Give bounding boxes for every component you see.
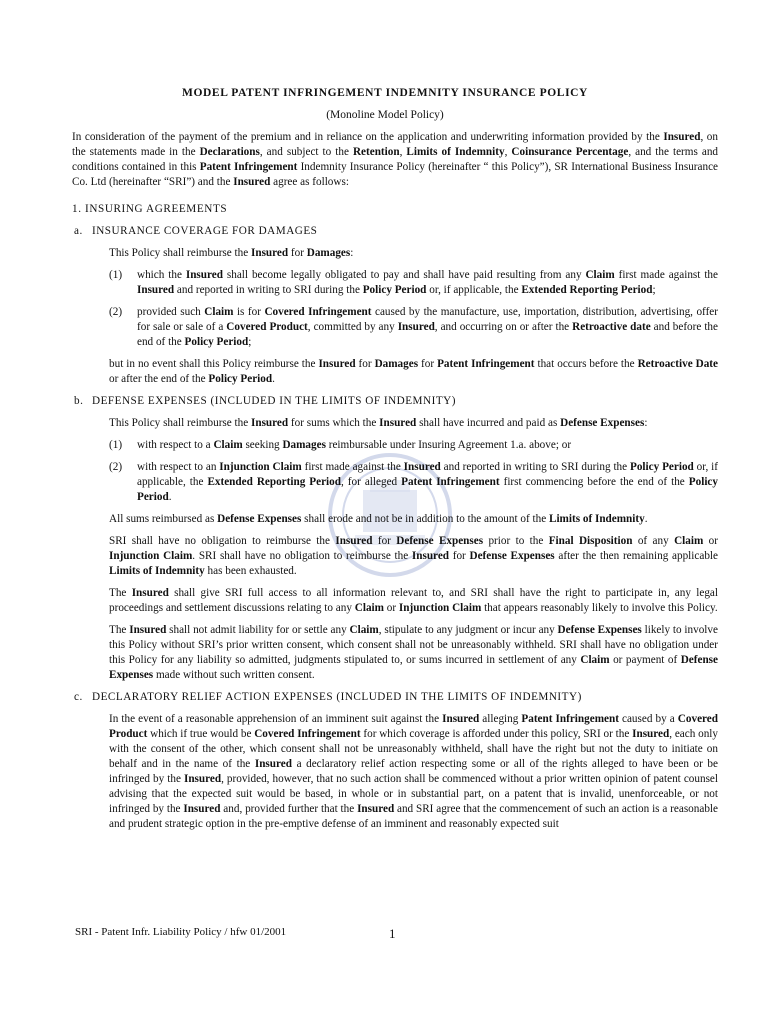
section-1b-heading <box>56 394 718 409</box>
defined-term: Injunction Claim <box>398 602 482 614</box>
section-1a-items <box>72 268 718 350</box>
defined-term: Insured <box>442 713 480 725</box>
defined-term: Coinsurance Percentage <box>511 146 629 158</box>
defined-term: Defense Expenses <box>217 513 302 525</box>
defined-term: Insured <box>183 803 221 815</box>
section-1-heading: 1. INSURING AGREEMENTS <box>72 203 228 215</box>
defined-term: Defense Expenses <box>560 417 645 429</box>
defined-term: Insured <box>632 728 670 740</box>
defined-term: Final Disposition <box>548 535 633 547</box>
body-paragraph: The Insured shall give SRI full access to all information relevant to, and SRI shall have the right to participate in, any legal proceedings and settlement discussions relating to any Claim or Injunction Claim that appears reasonably likely to involve this Policy. <box>109 587 718 614</box>
body-paragraph: The Insured shall not admit liability for or settle any Claim, stipulate to any judgment or incur any Defense Expenses likely to involve this Policy without SRI’s prior written consent, which consent shall not be unreasonably withheld. SRI shall have no obligation under this Policy for any liability so admitted, judgments stipulated to, or sums incurred in settlement of any Claim or payment of Defense Expenses made without such written consent. <box>109 624 718 681</box>
section-1b-label: b. <box>74 395 84 407</box>
section-1a-label: a. <box>74 225 83 237</box>
defined-term: Policy Period <box>184 336 249 348</box>
defined-term: Patent Infringement <box>199 161 298 173</box>
defined-term: Insured <box>254 758 292 770</box>
defined-term: Insured <box>411 550 450 562</box>
defined-term: Damages <box>306 247 351 259</box>
defined-term: Insured <box>379 417 417 429</box>
section-1c-title: DECLARATORY RELIEF ACTION EXPENSES (INCLUDED IN THE LIMITS OF INDEMNITY) <box>92 691 582 703</box>
defined-term: Insured <box>357 803 395 815</box>
defined-term: Injunction Claim <box>219 461 302 473</box>
defined-term: Claim <box>349 624 379 636</box>
page-number: 1 <box>389 926 396 941</box>
defined-term: Extended Reporting Period <box>521 284 653 296</box>
defined-term: Claim <box>580 654 610 666</box>
defined-term: Patent Infringement <box>437 358 535 370</box>
defined-term: Insured <box>251 247 289 259</box>
defined-term: Insured <box>129 624 167 636</box>
list-item: (1) with respect to a Claim seeking Damages reimbursable under Insuring Agreement 1.a. above; or <box>109 439 572 451</box>
section-1a-heading <box>56 224 718 239</box>
defined-term: Covered Infringement <box>254 728 361 740</box>
defined-term: Policy Period <box>630 461 694 473</box>
defined-term: Claim <box>204 306 234 318</box>
defined-term: Insured <box>251 417 289 429</box>
defined-term: Covered Product <box>109 713 718 740</box>
defined-term: Covered Infringement <box>264 306 372 318</box>
defined-term: Insured <box>131 587 169 599</box>
defined-term: Defense Expenses <box>109 654 718 681</box>
list-item-number: (2) <box>109 461 123 473</box>
section-1b-title: DEFENSE EXPENSES (INCLUDED IN THE LIMITS OF INDEMNITY) <box>92 395 456 407</box>
defined-term: Patent Infringement <box>401 476 500 488</box>
page-footer: SRI - Patent Infr. Liability Policy / hfw 01/2001 <box>75 926 287 938</box>
defined-term: Claim <box>585 269 615 281</box>
defined-term: Insured <box>137 284 175 296</box>
list-item-number: (1) <box>109 439 123 451</box>
section-1a-lead: This Policy shall reimburse the Insured for Damages: <box>109 247 354 259</box>
defined-term: Extended Reporting Period <box>207 476 341 488</box>
list-item-number: (1) <box>109 269 123 281</box>
defined-term: Defense Expenses <box>396 535 484 547</box>
body-paragraph: SRI shall have no obligation to reimburse the Insured for Defense Expenses prior to the Final Disposition of any Claim or Injunction Claim. SRI shall have no obligation to reimburse the Insured for Defense Expenses after the then remaining applicable Limits of Indemnity has been exhausted. <box>109 535 719 577</box>
defined-term: Retroactive date <box>572 321 651 333</box>
defined-term: Policy Period <box>137 476 718 503</box>
defined-term: Insured <box>335 535 373 547</box>
defined-term: Damages <box>282 439 326 451</box>
defined-term: Claim <box>213 439 243 451</box>
defined-term: Insured <box>183 773 222 785</box>
defined-term: Policy Period <box>362 284 427 296</box>
defined-term: Insured <box>185 269 223 281</box>
body-paragraph: All sums reimbursed as Defense Expenses shall erode and not be in addition to the amount of the Limits of Indemnity. <box>109 513 648 525</box>
defined-term: Covered Product <box>226 321 308 333</box>
section-1b-paragraphs <box>72 512 718 683</box>
defined-term: Injunction Claim <box>109 550 193 562</box>
defined-term: Limits of Indemnity <box>548 513 645 525</box>
list-item: (2) with respect to an Injunction Claim first made against the Insured and reported in writing to SRI during the Policy Period or, if applicable, the Extended Reporting Period, for alleged Patent Infringement first commencing before the end of the Policy Period. <box>109 461 718 503</box>
defined-term: Defense Expenses <box>557 624 642 636</box>
section-1b-lead: This Policy shall reimburse the Insured for sums which the Insured shall have incurred and paid as Defense Expenses: <box>109 417 648 429</box>
defined-term: Limits of Indemnity <box>109 565 205 577</box>
section-1b-items <box>72 438 718 505</box>
defined-term: Defense Expenses <box>469 550 555 562</box>
defined-term: Insured <box>403 461 441 473</box>
section-1a-tail: but in no event shall this Policy reimburse the Insured for Damages for Patent Infringement that occurs before the Retroactive Date or after the end of the Policy Period. <box>109 358 718 385</box>
document-body <box>72 130 718 832</box>
defined-term: Claim <box>674 535 704 547</box>
defined-term: Retroactive Date <box>637 358 718 370</box>
list-item-number: (2) <box>109 306 123 318</box>
section-1a-title: INSURANCE COVERAGE FOR DAMAGES <box>92 225 318 237</box>
defined-term: Insured <box>318 358 356 370</box>
defined-term: Retention <box>352 146 400 158</box>
section-1c-paragraph: In the event of a reasonable apprehension of an imminent suit against the Insured alleging Patent Infringement caused by a Covered Product which if true would be Covered Infringement for which coverage is afforded under this policy, SRI or the Insured, each only with the consent of the other, which consent shall not be unreasonably withheld, shall have the right but not the duty to initiate on behalf and in the name of the Insured a declaratory relief action respecting some or all of the rights alleged to have been or be infringed by the Insured, provided, however, that no such action shall be commenced without a prior written opinion of patent counsel advising that the expected suit would be based, in whole or in substantial part, on a patent that is invalid, unenforceable, or not infringed by the Insured and, provided further that the Insured and SRI agree that the commencement of such an action is a reasonable and prudent strategic option in the pre-emptive defense of an imminent and reasonably expected suit <box>109 713 719 830</box>
defined-term: Limits of Indemnity <box>406 146 505 158</box>
defined-term: Insured <box>233 176 271 188</box>
section-1c-label: c. <box>74 691 83 703</box>
defined-term: Insured <box>397 321 435 333</box>
defined-term: Insured <box>663 131 701 143</box>
defined-term: Claim <box>354 602 384 614</box>
section-1c-heading <box>56 690 718 705</box>
document-subtitle: (Monoline Model Policy) <box>326 109 444 121</box>
intro-paragraph: In consideration of the payment of the premium and in reliance on the application and underwriting information provided by the Insured, on the statements made in the Declarations, and subject to the Retention, Limits of Indemnity, Coinsurance Percentage, and the terms and conditions contained in this Patent Infringement Indemnity Insurance Policy (hereinafter “ this Policy”), SR International Business Insurance Co. Ltd (hereinafter “SRI”) and the Insured agree as follows: <box>72 131 719 188</box>
document-title: MODEL PATENT INFRINGEMENT INDEMNITY INSURANCE POLICY <box>182 87 588 99</box>
defined-term: Damages <box>374 358 419 370</box>
defined-term: Patent Infringement <box>521 713 619 725</box>
list-item: (1) which the Insured shall become legally obligated to pay and shall have paid resulting from any Claim first made against the Insured and reported in writing to SRI during the Policy Period or, if applicable, the Extended Reporting Period; <box>109 269 718 296</box>
defined-term: Declarations <box>199 146 260 158</box>
list-item: (2) provided such Claim is for Covered Infringement caused by the manufacture, use, importation, distribution, advertising, offer for sale or sale of a Covered Product, committed by any Insured, and occurring on or after the Retroactive date and before the end of the Policy Period; <box>109 306 718 348</box>
defined-term: Policy Period <box>208 373 273 385</box>
